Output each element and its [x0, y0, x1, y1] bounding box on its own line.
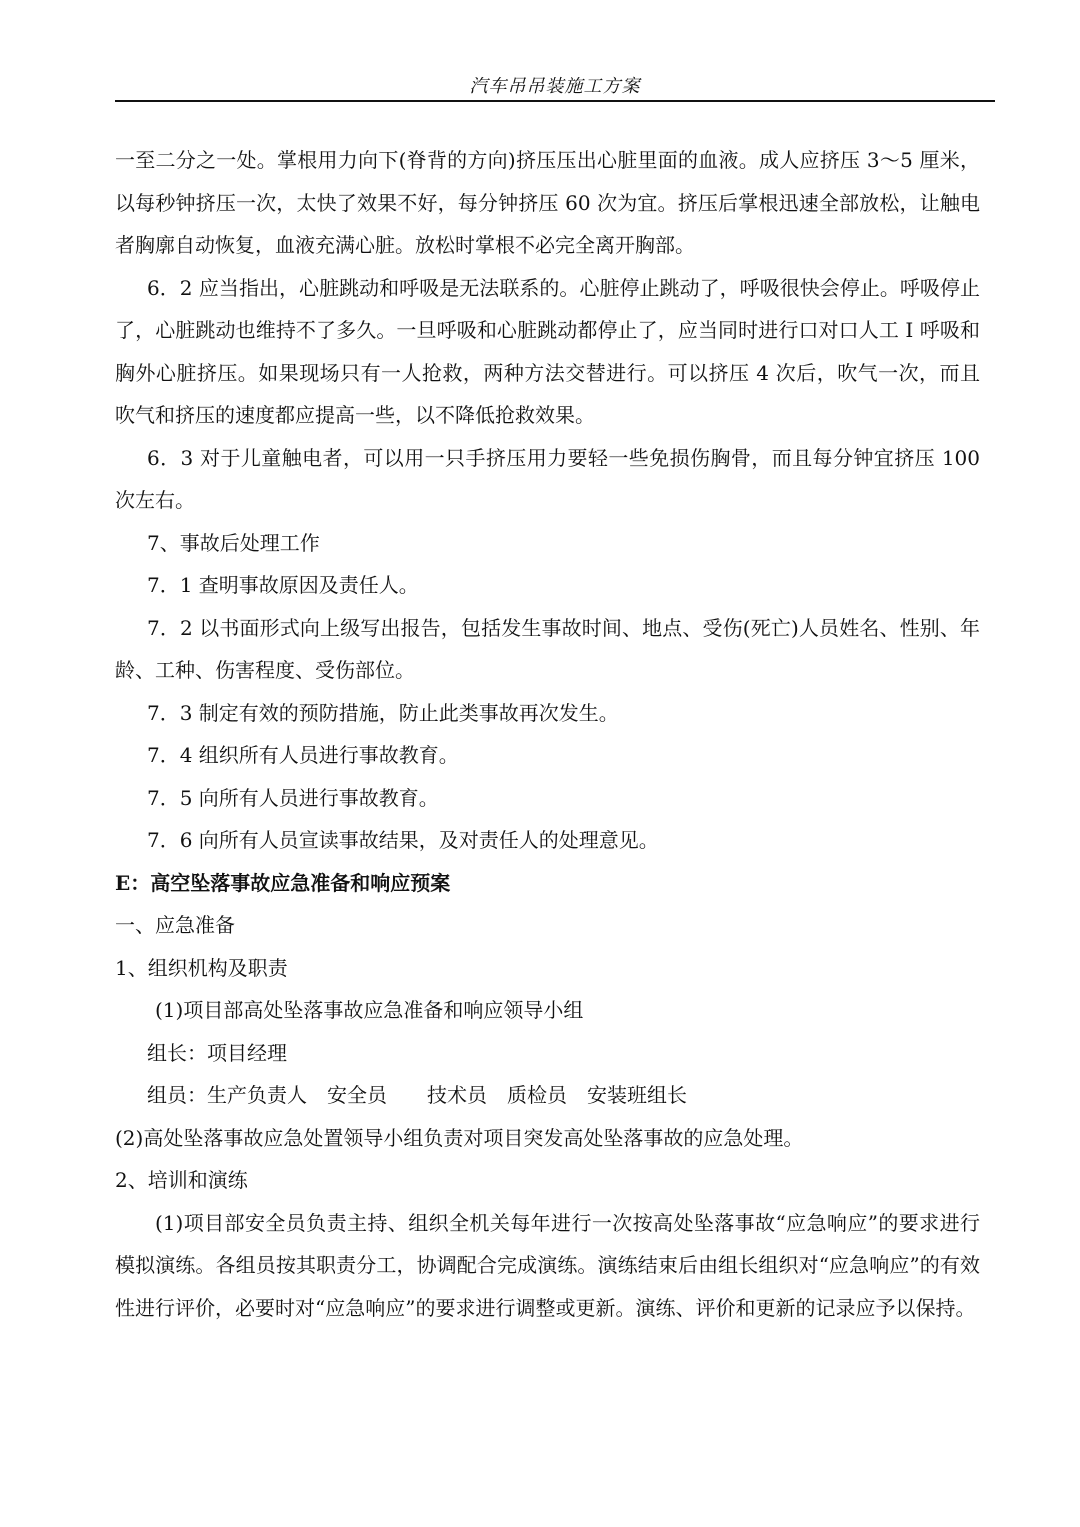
paragraph-7-5: 7．5 向所有人员进行事故教育。	[147, 785, 439, 810]
paragraph-6-3: 6．3 对于儿童触电者，可以用一只手挤压用力要轻一些免损伤胸骨，而且每分钟宜挤压 100 次左右。	[115, 445, 980, 512]
paragraph-training-drill: (1)项目部安全员负责主持、组织全机关每年进行一次按高处坠落事故“应急响应”的要求进行模拟演练。各组员按其职责分工，协调配合完成演练。演练结束后由组长组织对“应急响应”的有效性进行评价，必要时对“应急响应”的要求进行调整或更新。演练、评价和更新的记录应予以保持。	[115, 1210, 980, 1320]
paragraph-7-4: 7．4 组织所有人员进行事故教育。	[147, 743, 459, 767]
section-e-heading: E：高空坠落事故应急准备和响应预案	[115, 870, 451, 895]
subsection-org-heading: 1、组织机构及职责	[115, 955, 288, 980]
paragraph-7-2: 7．2 以书面形式向上级写出报告，包括发生事故时间、地点、受伤(死亡)人员姓名、性别、年龄、工种、伤害程度、受伤部位。	[115, 615, 980, 682]
subsection-training-heading: 2、培训和演练	[115, 1168, 248, 1192]
paragraph-cpr-compression: 一至二分之一处。掌根用力向下(脊背的方向)挤压压出心脏里面的血液。成人应挤压 3～5 厘米，以每秒钟挤压一次，太快了效果不好，每分钟挤压 60 次为宜。挤压后掌根迅速全部放松，让触电者胸廓自动恢复，血液充满心脏。放松时掌根不必完全离开胸部。	[115, 148, 980, 257]
paragraph-group-members: 组员：生产负责人 安全员 技术员 质检员 安装班组长	[147, 1083, 687, 1107]
paragraph-group-duty: (2)高处坠落事故应急处置领导小组负责对项目突发高处坠落事故的应急处理。	[115, 1125, 804, 1150]
paragraph-7-3: 7．3 制定有效的预防措施，防止此类事故再次发生。	[147, 700, 619, 725]
paragraph-7-1: 7．1 查明事故原因及责任人。	[147, 573, 419, 597]
paragraph-6-2: 6．2 应当指出，心脏跳动和呼吸是无法联系的。心脏停止跳动了，呼吸很快会停止。呼吸停止了，心脏跳动也维持不了多久。一旦呼吸和心脏跳动都停止了，应当同时进行口对口人工 I 呼吸和胸外心脏挤压。如果现场只有一人抢救，两种方法交替进行。可以挤压 4 次后，吹气一次，而且吹气和挤压的速度都应提高一些，以不降低抢救效果。	[115, 275, 980, 427]
document-title: 汽车吊吊装施工方案	[469, 76, 641, 97]
subsection-1-heading: 一、应急准备	[115, 913, 235, 937]
paragraph-7-6: 7．6 向所有人员宣读事故结果，及对责任人的处理意见。	[147, 828, 659, 852]
document-body	[115, 139, 980, 1329]
paragraph-leading-group: (1)项目部高处坠落事故应急准备和响应领导小组	[155, 998, 584, 1022]
paragraph-group-leader: 组长：项目经理	[147, 1040, 287, 1065]
section-7-heading: 7、事故后处理工作	[147, 530, 320, 555]
page-header	[115, 74, 995, 102]
